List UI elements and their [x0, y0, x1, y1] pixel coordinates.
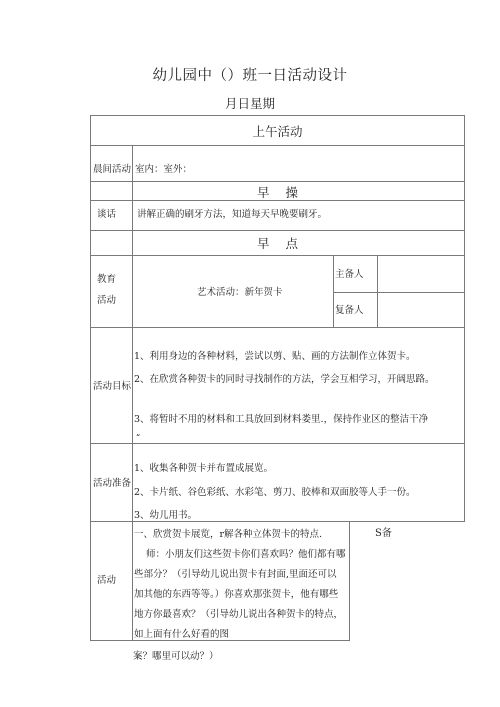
arrival-label: 晨间活动: [93, 164, 132, 175]
column-divider: [377, 255, 378, 327]
section-exercise: 早 操: [257, 185, 298, 200]
talk-label: 谈话: [97, 209, 117, 220]
goal-item: 3、将暂时不用的材料和工具放回到材料娄里.，保持作业区的整洁干净: [134, 414, 429, 425]
arrival-content: 室内：室外：: [135, 164, 193, 175]
prep-item: 1、收集各种贺卡并布置成展览。: [134, 463, 274, 474]
activity-step-1: 一、欣赏贺卡展览，r解各种立体贺卡的特点.: [134, 529, 323, 540]
prep-item: 2、卡片纸、谷色彩纸、水彩笔、剪刀、胶棒和双面胶等人手一份。: [134, 487, 416, 498]
co-preparer-label: 复备人: [335, 305, 364, 316]
row-divider: [90, 327, 465, 328]
table-border-top: [90, 115, 465, 116]
prep-item: 3、幼儿用书。: [134, 510, 198, 521]
row-divider: [90, 230, 465, 231]
goals-label: 活动目标: [93, 381, 132, 392]
column-divider: [349, 521, 350, 640]
section-snack: 早 点: [257, 236, 298, 251]
education-content: 艺术活动：新年贺卡: [197, 287, 283, 298]
goal-trailing-mark: “: [136, 433, 141, 442]
activity-label: 活动: [97, 575, 117, 586]
row-divider: [90, 443, 465, 444]
section-morning: 上午活动: [252, 124, 303, 139]
activity-body: 师：小朋友们这些贺卡你们喜欢吗？他们都有哪些部分？（引导幼儿说出贺卡有封面,里面还可以加其他的东西等等。）你喜欢那张贺卡，他有哪些地方你最喜欢？（引导幼儿说出各种贺卡的特点，如上面有什么好看的图: [134, 549, 346, 640]
row-divider: [90, 255, 465, 256]
goal-item: 2、在欣赏各种贺卡的同时寻找制作的方法，学会互相学习，开阔思路。: [134, 374, 435, 385]
row-divider: [90, 181, 465, 182]
continuation-text: 案？哪里可以动？）: [133, 651, 219, 662]
row-divider: [333, 292, 465, 293]
lead-preparer-label: 主备人: [335, 269, 364, 280]
prep-label: 活动准备: [93, 478, 132, 489]
education-label-line2: 活动: [97, 295, 117, 306]
goal-item: 1、利用身边的各种材料，尝试以剪、贴、画的方法制作立体贺卡。: [134, 351, 416, 362]
table-border-right: [464, 115, 465, 521]
document-title: 幼儿园中（）班一日活动设计: [152, 68, 348, 84]
education-label-line1: 教育: [97, 274, 117, 285]
activity-plan-table: [90, 115, 465, 640]
row-divider: [90, 145, 465, 146]
date-line: 月日星期: [224, 96, 275, 111]
talk-content: 讲解正确的刷牙方法，知道每天早晚要刷牙。: [137, 209, 328, 220]
activity-side-note: S备: [375, 528, 392, 539]
column-divider: [333, 255, 334, 327]
label-column-divider: [132, 145, 133, 640]
